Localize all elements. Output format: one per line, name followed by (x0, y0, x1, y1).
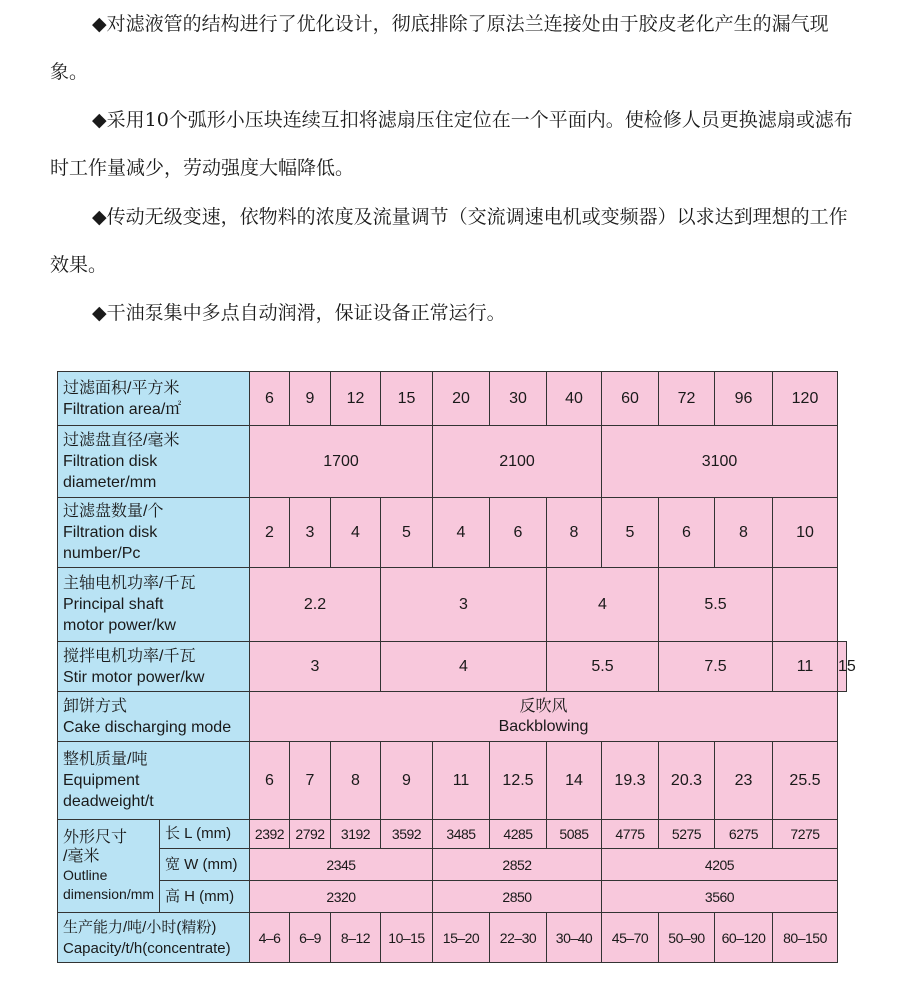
paragraph-text: ◆采用10个弧形小压块连续互扣将滤扇压住定位在一个平面内。使检修人员更换滤扇或滤布时工作量减少，劳动强度大幅降低。 (50, 109, 853, 179)
disk-number-value: 6 (659, 498, 715, 568)
row-filtration-area (58, 372, 847, 426)
row-dimension-height (58, 881, 847, 913)
label-en: Cake discharging mode (63, 718, 232, 736)
paragraph-lubrication (50, 289, 865, 337)
capacity-value: 10–15 (381, 913, 433, 963)
label-disk-diameter (58, 426, 250, 498)
label-filtration-area (58, 372, 250, 426)
label-length: 长 L (mm) (160, 820, 250, 849)
label-en: Filtration disk (63, 453, 158, 470)
stir-power-value: 4 (381, 642, 547, 692)
capacity-value: 60–120 (715, 913, 773, 963)
row-equipment-weight (58, 742, 847, 820)
shaft-power-value: 5.5 (659, 568, 773, 642)
width-value: 2852 (433, 849, 602, 881)
disk-diameter-value: 3100 (602, 426, 838, 498)
disk-number-value: 5 (381, 498, 433, 568)
capacity-value: 6–9 (290, 913, 331, 963)
weight-value: 12.5 (490, 742, 547, 820)
label-en: number/Pc (63, 545, 141, 562)
label-en: Filtration disk (63, 524, 158, 541)
label-en: motor power/kw (63, 617, 176, 634)
disk-number-value: 4 (331, 498, 381, 568)
area-value: 96 (715, 372, 773, 426)
area-value: 6 (250, 372, 290, 426)
label-cn: 卸饼方式 (63, 697, 128, 715)
label-height: 高 H (mm) (160, 881, 250, 913)
area-value: 72 (659, 372, 715, 426)
paragraph-text: ◆对滤液管的结构进行了优化设计，彻底排除了原法兰连接处由于胶皮老化产生的漏气现象。 (50, 13, 829, 83)
label-cn: 主轴电机功率/千瓦 (63, 575, 196, 592)
label-cn: 过滤盘直径/毫米 (63, 432, 180, 449)
discharge-value (250, 692, 838, 742)
shaft-power-value (773, 568, 838, 642)
disk-number-value: 10 (773, 498, 838, 568)
discharge-value-en: Backblowing (498, 717, 589, 735)
weight-value: 19.3 (602, 742, 659, 820)
weight-value: 7 (290, 742, 331, 820)
shaft-power-value: 2.2 (250, 568, 381, 642)
row-disk-diameter (58, 426, 847, 498)
label-discharging-mode (58, 692, 250, 742)
label-en: Equipment (63, 772, 140, 789)
label-en: Principal shaft (63, 596, 164, 613)
weight-value: 23 (715, 742, 773, 820)
label-cn: 过滤盘数量/个 (63, 503, 164, 520)
disk-diameter-value: 1700 (250, 426, 433, 498)
length-value: 7275 (773, 820, 838, 849)
capacity-value: 80–150 (773, 913, 838, 963)
paragraph-text: ◆干油泵集中多点自动润滑，保证设备正常运行。 (92, 302, 506, 324)
length-value: 5085 (547, 820, 602, 849)
paragraph-variable-speed (50, 193, 865, 289)
weight-value: 8 (331, 742, 381, 820)
disk-number-value: 4 (433, 498, 490, 568)
capacity-value: 8–12 (331, 913, 381, 963)
weight-value: 25.5 (773, 742, 838, 820)
capacity-value: 15–20 (433, 913, 490, 963)
disk-number-value: 3 (290, 498, 331, 568)
row-dimension-width (58, 849, 847, 881)
length-value: 2392 (250, 820, 290, 849)
label-en: deadweight/t (63, 793, 154, 810)
weight-value: 11 (433, 742, 490, 820)
discharge-value-cn: 反吹风 (519, 697, 568, 715)
label-cn: 生产能力/吨/小时(精粉) (63, 918, 217, 936)
height-value: 2850 (433, 881, 602, 913)
length-value: 4285 (490, 820, 547, 849)
paragraph-filtrate-pipe (50, 0, 865, 96)
label-outline-dimension (58, 820, 160, 913)
area-value: 20 (433, 372, 490, 426)
width-value: 2345 (250, 849, 433, 881)
length-value: 2792 (290, 820, 331, 849)
disk-number-value: 2 (250, 498, 290, 568)
stir-power-value: 15 (838, 642, 847, 692)
area-value: 9 (290, 372, 331, 426)
row-stir-motor-power (58, 642, 847, 692)
label-en: Filtration area/㎡ (63, 400, 182, 418)
capacity-value: 50–90 (659, 913, 715, 963)
disk-number-value: 8 (715, 498, 773, 568)
weight-value: 20.3 (659, 742, 715, 820)
area-value: 12 (331, 372, 381, 426)
stir-power-value: 5.5 (547, 642, 659, 692)
weight-value: 6 (250, 742, 290, 820)
label-en: diameter/mm (63, 474, 157, 491)
height-value: 3560 (602, 881, 838, 913)
stir-power-value: 3 (250, 642, 381, 692)
paragraph-press-blocks (50, 96, 865, 192)
length-value: 5275 (659, 820, 715, 849)
capacity-value: 30–40 (547, 913, 602, 963)
area-value: 120 (773, 372, 838, 426)
label-width: 宽 W (mm) (160, 849, 250, 881)
length-value: 4775 (602, 820, 659, 849)
weight-value: 14 (547, 742, 602, 820)
row-shaft-motor-power (58, 568, 847, 642)
label-cn: 外形尺寸 (63, 829, 128, 846)
width-value: 4205 (602, 849, 838, 881)
capacity-value: 22–30 (490, 913, 547, 963)
capacity-value: 45–70 (602, 913, 659, 963)
label-shaft-motor-power (58, 568, 250, 642)
area-value: 30 (490, 372, 547, 426)
area-value: 40 (547, 372, 602, 426)
label-en: Outline (63, 867, 108, 883)
shaft-power-value: 4 (547, 568, 659, 642)
row-discharging-mode (58, 692, 847, 742)
length-value: 3192 (331, 820, 381, 849)
label-disk-number (58, 498, 250, 568)
area-value: 60 (602, 372, 659, 426)
disk-number-value: 6 (490, 498, 547, 568)
label-equipment-weight (58, 742, 250, 820)
label-stir-motor-power (58, 642, 250, 692)
label-en: Capacity/t/h(concentrate) (63, 939, 231, 957)
disk-diameter-value: 2100 (433, 426, 602, 498)
length-value: 6275 (715, 820, 773, 849)
disk-number-value: 5 (602, 498, 659, 568)
length-value: 3485 (433, 820, 490, 849)
label-en: Stir motor power/kw (63, 668, 205, 686)
capacity-value: 4–6 (250, 913, 290, 963)
label-cn: /毫米 (63, 848, 100, 865)
shaft-power-value: 3 (381, 568, 547, 642)
spec-table (57, 371, 856, 963)
stir-power-value: 7.5 (659, 642, 773, 692)
height-value: 2320 (250, 881, 433, 913)
label-en: dimension/mm (63, 886, 155, 902)
label-cn: 搅拌电机功率/千瓦 (63, 647, 196, 665)
stir-power-value: 11 (773, 642, 838, 692)
disk-number-value: 8 (547, 498, 602, 568)
label-capacity (58, 913, 250, 963)
label-cn: 整机质量/吨 (63, 751, 148, 768)
row-dimension-length (58, 820, 847, 849)
paragraph-text: ◆传动无级变速，依物料的浓度及流量调节（交流调速电机或变频器）以求达到理想的工作效果。 (50, 206, 848, 276)
weight-value: 9 (381, 742, 433, 820)
label-cn: 过滤面积/平方米 (63, 379, 180, 397)
row-disk-number (58, 498, 847, 568)
row-capacity (58, 913, 847, 963)
area-value: 15 (381, 372, 433, 426)
length-value: 3592 (381, 820, 433, 849)
